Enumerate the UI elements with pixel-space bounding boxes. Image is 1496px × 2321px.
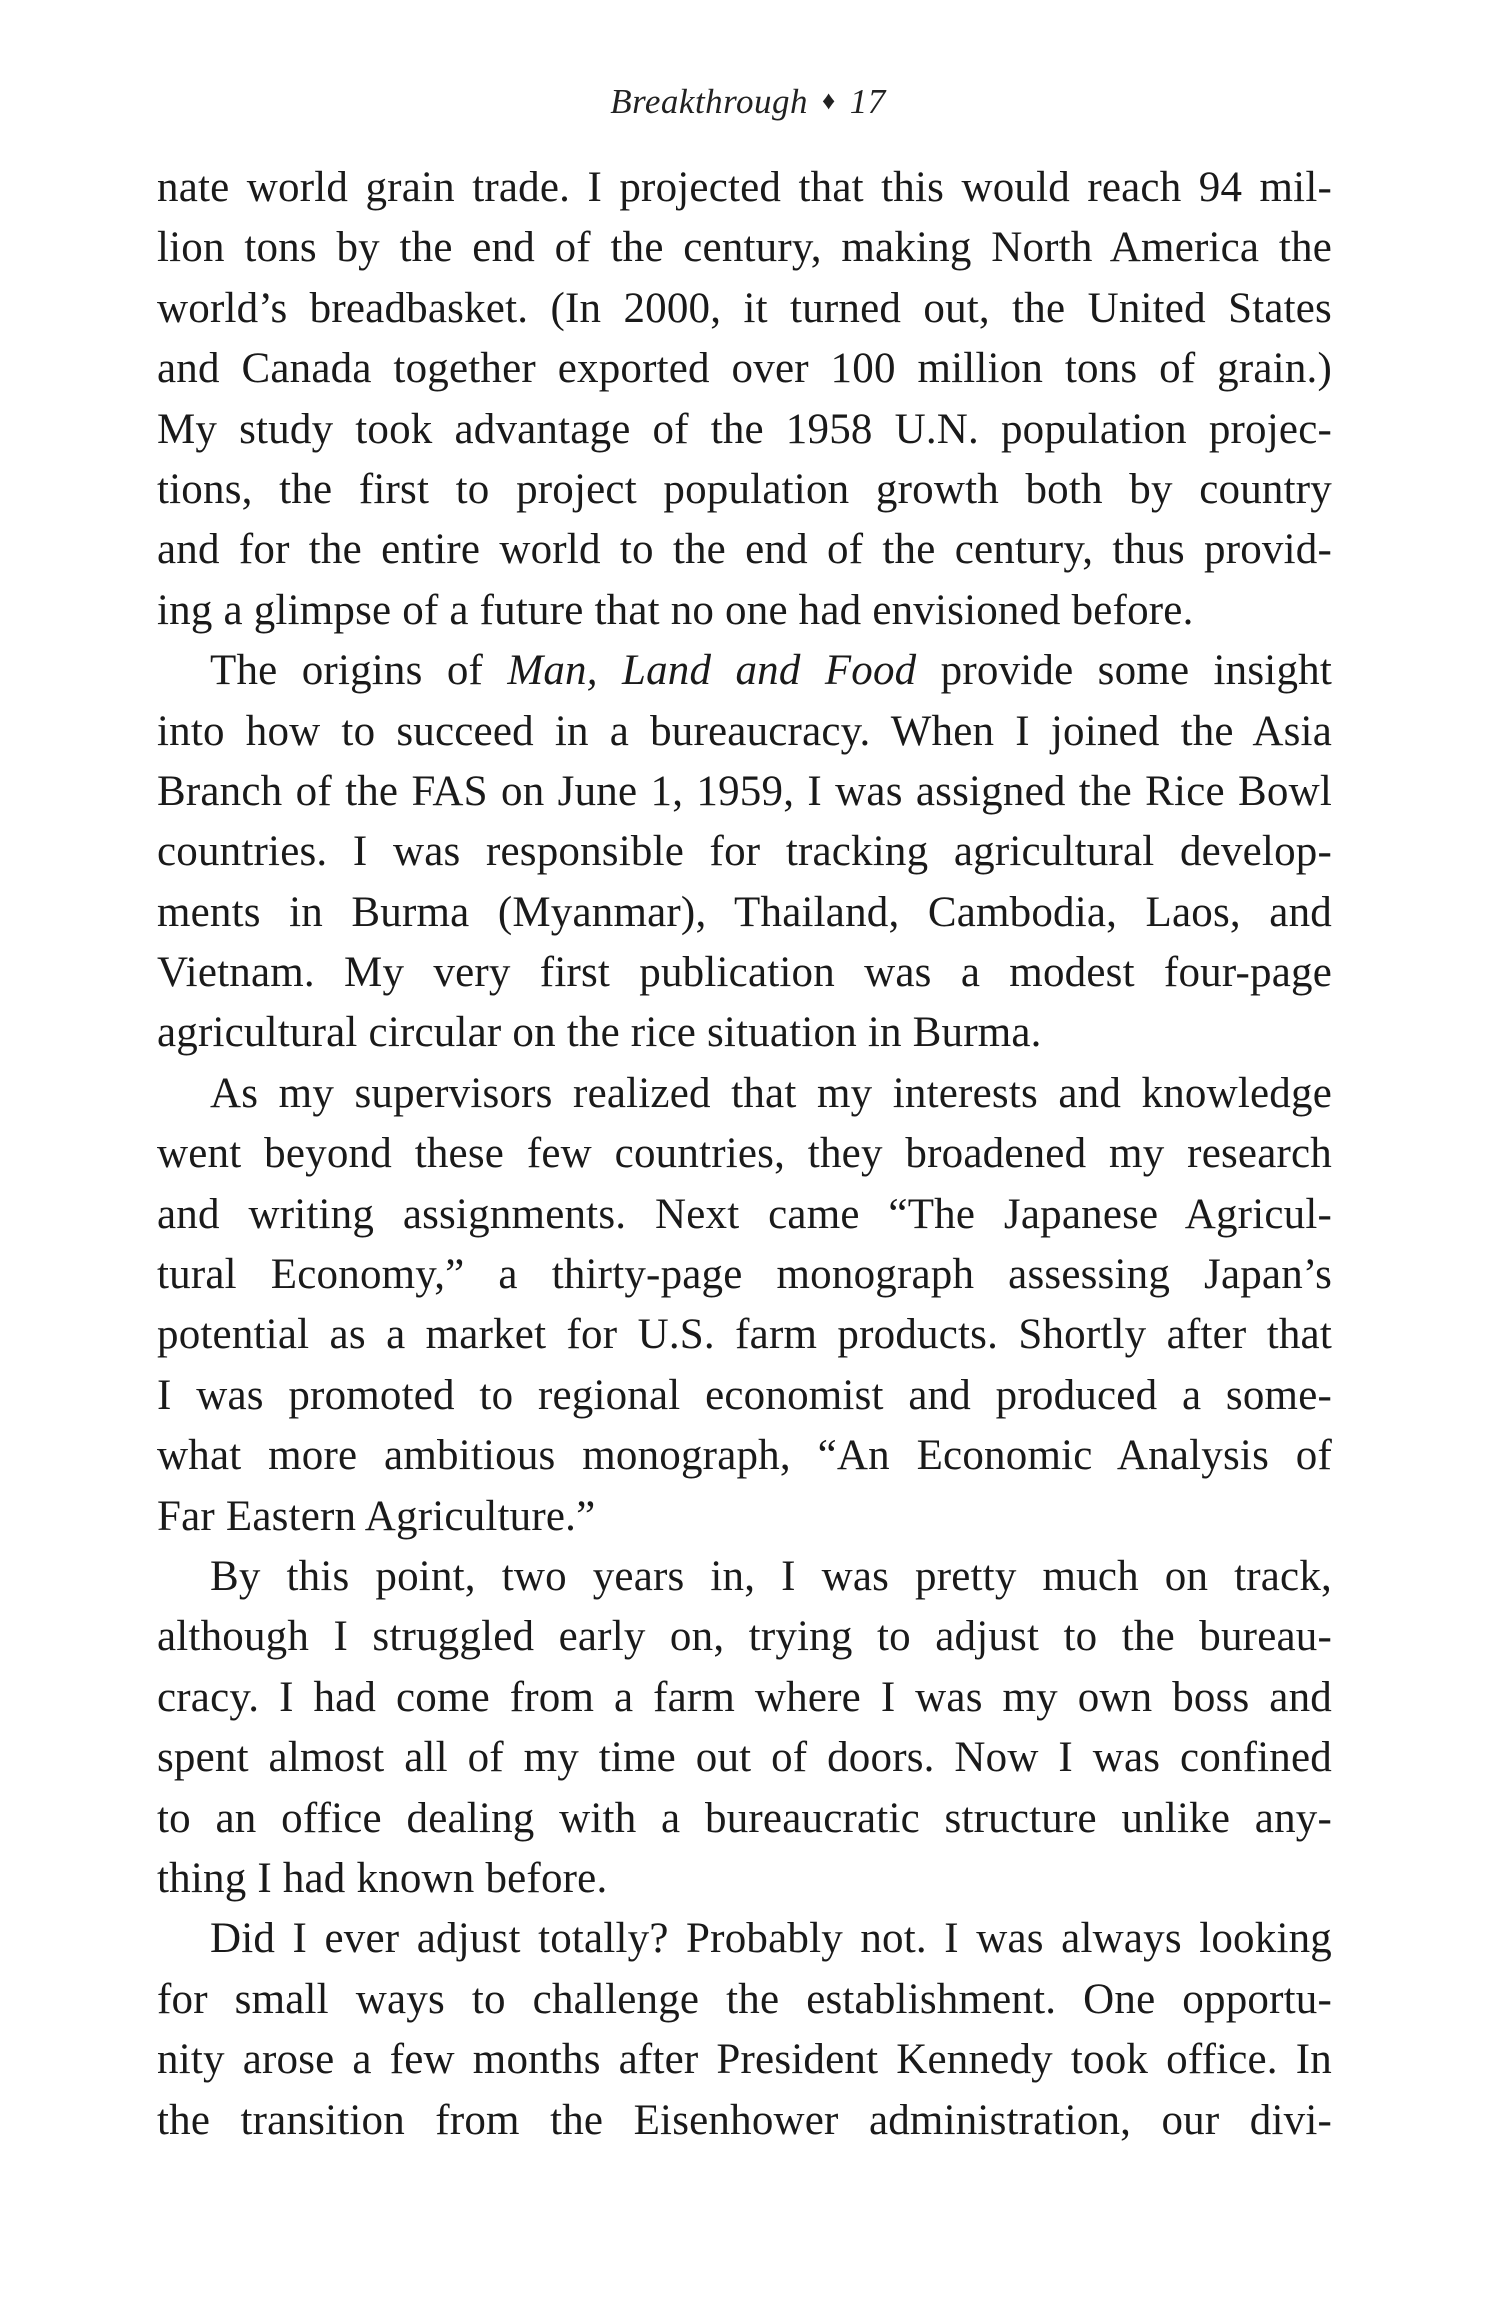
text-line: went beyond these few countries, they broadened my research [157,1130,1332,1178]
text-line: nity arose a few months after President Kennedy took office. In [157,2036,1332,2084]
text-line: ing a glimpse of a future that no one had envisioned before. [157,586,1194,634]
text-line: As my supervisors realized that my interests and knowledge [210,1069,1332,1117]
text-line: tural Economy,” a thirty-page monograph assessing Japan’s [157,1251,1332,1299]
text-line: I was promoted to regional economist and produced a some- [157,1371,1332,1419]
text-line: and for the entire world to the end of the century, thus provid- [157,526,1332,574]
text-line: Branch of the FAS on June 1, 1959, I was assigned the Rice Bowl [157,767,1332,815]
text-line: cracy. I had come from a farm where I was my own boss and [157,1673,1332,1721]
paragraph-5 [157,1909,1332,2151]
text-line: spent almost all of my time out of doors. Now I was confined [157,1734,1332,1782]
text-line: into how to succeed in a bureaucracy. When I joined the Asia [157,707,1332,755]
text-line: Vietnam. My very first publication was a modest four-page [157,949,1332,997]
text-line: By this point, two years in, I was pretty much on track, [210,1552,1332,1600]
body-text [157,158,1332,2151]
text-line: nate world grain trade. I projected that this would reach 94 mil- [157,164,1332,211]
text-line: world’s breadbasket. (In 2000, it turned out, the United States [157,284,1332,332]
text-line: and writing assignments. Next came “The Japanese Agricul- [157,1190,1332,1238]
text-line: for small ways to challenge the establishment. One opportu- [157,1975,1332,2023]
text-line: My study took advantage of the 1958 U.N. population projec- [157,405,1332,453]
text-run: The origins of [210,647,508,695]
book-title: Man, Land and Food [507,647,917,695]
text-line: what more ambitious monograph, “An Economic Analysis of [157,1432,1332,1480]
running-head-title: Breakthrough [610,82,809,121]
text-line: thing I had known before. [157,1854,608,1902]
text-run: provide some insight [916,647,1332,695]
paragraph-1 [157,158,1332,641]
separator-diamond-icon: ♦ [822,86,836,115]
text-line: lion tons by the end of the century, making North America the [157,224,1332,272]
running-head [0,82,1496,122]
text-line: ments in Burma (Myanmar), Thailand, Cambodia, Laos, and [157,888,1332,936]
page-number: 17 [849,82,886,121]
text-line: agricultural circular on the rice situation in Burma. [157,1009,1042,1057]
paragraph-3 [157,1064,1332,1547]
text-line: countries. I was responsible for tracking agricultural develop- [157,828,1332,876]
text-line [157,641,1332,701]
paragraph-4 [157,1547,1332,1909]
text-line: although I struggled early on, trying to adjust to the bureau- [157,1613,1332,1661]
text-line: tions, the first to project population growth both by country [157,465,1332,513]
text-line: the transition from the Eisenhower administration, our divi- [157,2096,1332,2144]
paragraph-2 [157,641,1332,1064]
text-line: potential as a market for U.S. farm products. Shortly after that [157,1311,1332,1359]
text-line: Did I ever adjust totally? Probably not. I was always looking [210,1915,1332,1963]
text-line: Far Eastern Agriculture.” [157,1492,596,1540]
text-line: and Canada together exported over 100 million tons of grain.) [157,345,1332,393]
text-line: to an office dealing with a bureaucratic structure unlike any- [157,1794,1332,1842]
